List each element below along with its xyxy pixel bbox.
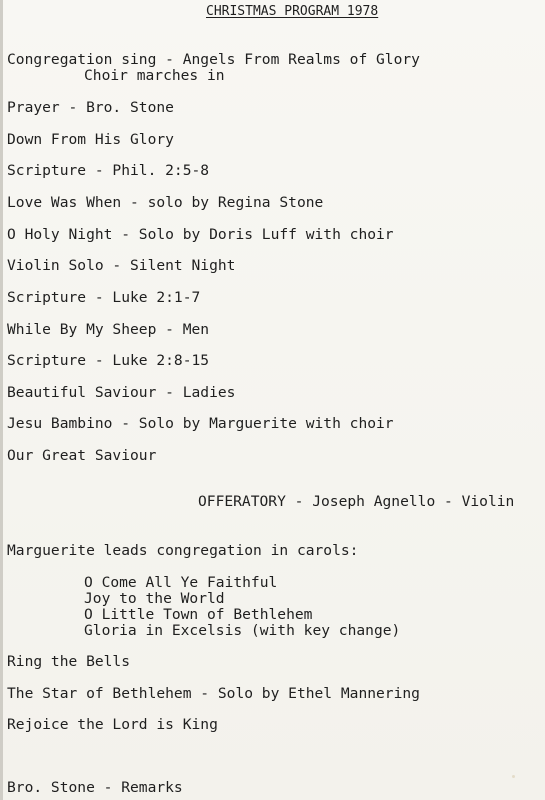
carol-item: Joy to the World [84, 590, 225, 607]
program-item: Beautiful Saviour - Ladies [7, 384, 236, 401]
program-item: Ring the Bells [7, 653, 131, 670]
program-item: Scripture - Phil. 2:5-8 [7, 162, 210, 179]
remarks-line: Bro. Stone - Remarks [7, 779, 183, 796]
program-item: Love Was When - solo by Regina Stone [7, 194, 324, 211]
carol-item: O Little Town of Bethlehem [84, 606, 313, 623]
program-note: Choir marches in [84, 67, 225, 84]
program-item: Violin Solo - Silent Night [7, 257, 236, 274]
program-item: Jesu Bambino - Solo by Marguerite with choir [7, 415, 394, 432]
program-item: Scripture - Luke 2:8-15 [7, 352, 210, 369]
page-title: CHRISTMAS PROGRAM 1978 [206, 4, 379, 19]
carol-item: Gloria in Excelsis (with key change) [84, 622, 401, 639]
carol-item: O Come All Ye Faithful [84, 574, 278, 591]
program-item: The Star of Bethlehem - Solo by Ethel Mannering [7, 685, 420, 702]
program-item: Congregation sing - Angels From Realms of Glory [7, 51, 420, 68]
offeratory-line: OFFERATORY - Joseph Agnello - Violin [198, 493, 515, 510]
program-item: Prayer - Bro. Stone [7, 99, 174, 116]
paper-edge [0, 0, 3, 800]
program-item: Rejoice the Lord is King [7, 716, 218, 733]
carols-intro: Marguerite leads congregation in carols: [7, 542, 359, 559]
program-item: While By My Sheep - Men [7, 321, 210, 338]
program-item: O Holy Night - Solo by Doris Luff with choir [7, 226, 394, 243]
program-item: Scripture - Luke 2:1-7 [7, 289, 201, 306]
paper-speck [512, 775, 515, 778]
program-item: Down From His Glory [7, 131, 174, 148]
program-item: Our Great Saviour [7, 447, 157, 464]
